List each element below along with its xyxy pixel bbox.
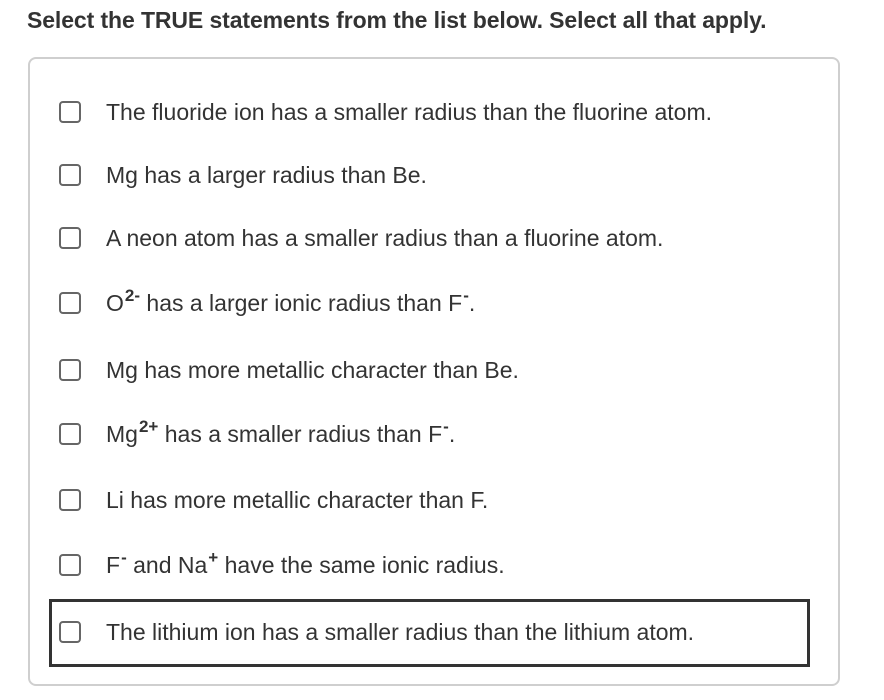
option-4-label: $O^{2-}$ has a larger ionic radius than F-.: [106, 285, 476, 316]
checkbox-6[interactable]: [59, 423, 81, 445]
option-5-label: Mg has more metallic character than Be.: [106, 356, 519, 383]
option-9-label: The lithium ion has a smaller radius than the lithium atom.: [106, 618, 695, 645]
option-9[interactable]: [59, 612, 694, 652]
option-8[interactable]: [59, 545, 505, 585]
checkbox-4[interactable]: [59, 292, 81, 314]
checkbox-9[interactable]: [59, 621, 81, 643]
checkbox-1[interactable]: [59, 101, 81, 123]
option-2[interactable]: [59, 155, 427, 195]
option-5[interactable]: [59, 350, 519, 390]
option-7-label: Li has more metallic character than F.: [106, 486, 489, 513]
checkbox-5[interactable]: [59, 359, 81, 381]
option-1-label: The fluoride ion has a smaller radius than the fluorine atom.: [106, 98, 712, 125]
option-3[interactable]: [59, 218, 663, 258]
option-7[interactable]: [59, 480, 488, 520]
option-1[interactable]: [59, 92, 712, 132]
option-6-label: $Mg^{2+}$ has a smaller radius than F-.: [106, 416, 456, 447]
option-6[interactable]: [59, 414, 455, 454]
checkbox-2[interactable]: [59, 164, 81, 186]
option-4[interactable]: [59, 283, 475, 323]
checkbox-7[interactable]: [59, 489, 81, 511]
option-8-label: F- and Na+ have the same ionic radius.: [106, 547, 505, 578]
option-3-label: A neon atom has a smaller radius than a fluorine atom.: [106, 224, 664, 251]
checkbox-8[interactable]: [59, 554, 81, 576]
option-2-label: Mg has a larger radius than Be.: [106, 161, 427, 188]
checkbox-3[interactable]: [59, 227, 81, 249]
question-prompt: Select the TRUE statements from the list below. Select all that apply.: [27, 7, 767, 33]
